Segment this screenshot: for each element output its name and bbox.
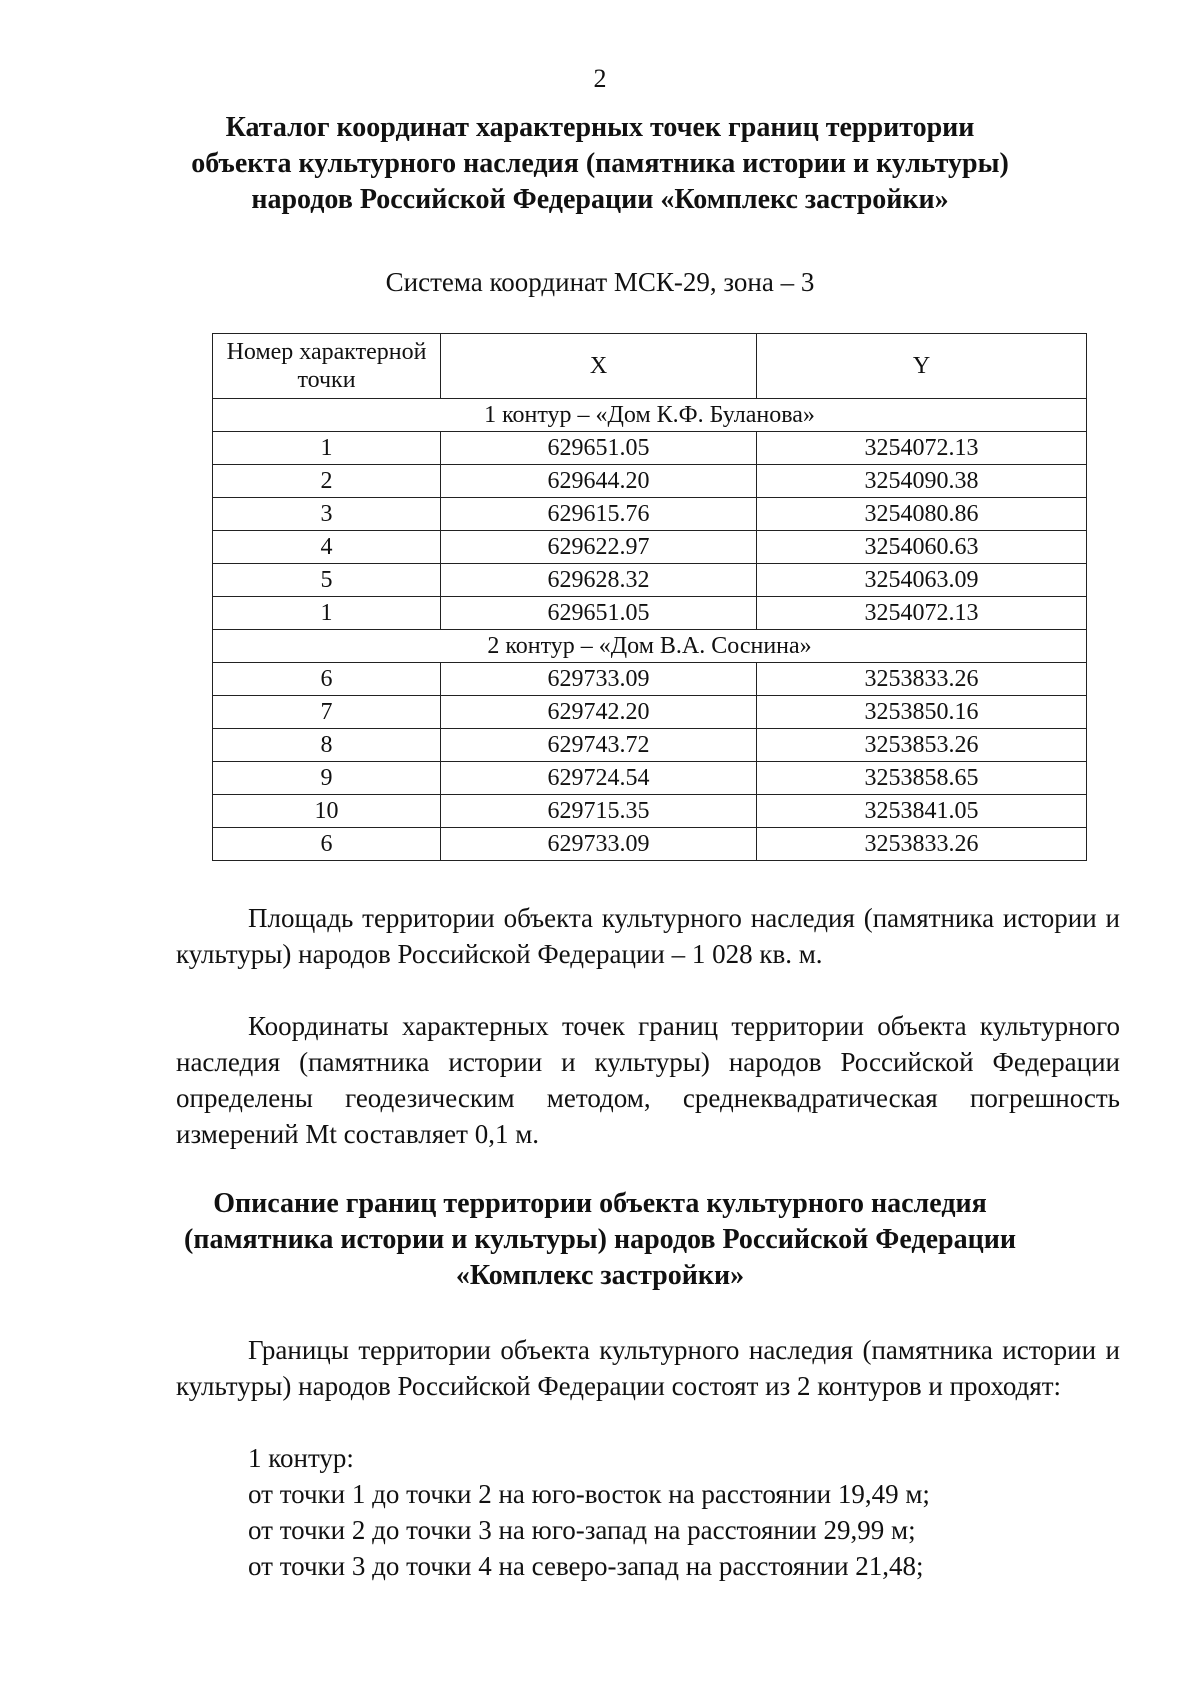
cell-x: 629743.72 [441, 729, 757, 762]
table-row [213, 564, 1087, 597]
contour-title: 1 контур – «Дом К.Ф. Буланова» [213, 399, 1087, 432]
coordinates-table [212, 333, 1087, 861]
cell-y: 3253853.26 [757, 729, 1087, 762]
table-row [213, 432, 1087, 465]
cell-point: 7 [213, 696, 441, 729]
cell-y: 3253833.26 [757, 663, 1087, 696]
border-segment: от точки 1 до точки 2 на юго-восток на расстоянии 19,49 м; [248, 1479, 930, 1509]
cell-x: 629651.05 [441, 432, 757, 465]
cell-point: 4 [213, 531, 441, 564]
table-row [213, 729, 1087, 762]
cell-point: 5 [213, 564, 441, 597]
table-header-row [213, 334, 1087, 399]
contour-title-row [213, 630, 1087, 663]
cell-y: 3253858.65 [757, 762, 1087, 795]
cell-point: 8 [213, 729, 441, 762]
cell-point: 3 [213, 498, 441, 531]
cell-x: 629615.76 [441, 498, 757, 531]
cell-y: 3253850.16 [757, 696, 1087, 729]
cell-x: 629724.54 [441, 762, 757, 795]
contour-title: 2 контур – «Дом В.А. Соснина» [213, 630, 1087, 663]
cell-y: 3254063.09 [757, 564, 1087, 597]
contour-title-row [213, 399, 1087, 432]
cell-x: 629715.35 [441, 795, 757, 828]
cell-point: 1 [213, 432, 441, 465]
cell-x: 629733.09 [441, 663, 757, 696]
catalog-title-line: объекта культурного наследия (памятника истории и культуры) [191, 148, 1009, 179]
table-row [213, 795, 1087, 828]
cell-point: 6 [213, 663, 441, 696]
table-row [213, 465, 1087, 498]
cell-point: 2 [213, 465, 441, 498]
header-point-number [213, 334, 441, 399]
cell-x: 629651.05 [441, 597, 757, 630]
description-title [0, 1186, 1200, 1294]
description-title-line: (памятника истории и культуры) народов Российской Федерации [184, 1224, 1016, 1255]
contour-label: 1 контур: [248, 1443, 354, 1473]
cell-y: 3253841.05 [757, 795, 1087, 828]
header-y: Y [757, 334, 1087, 399]
catalog-title-line: Каталог координат характерных точек границ территории [225, 112, 975, 143]
cell-x: 629644.20 [441, 465, 757, 498]
table-row [213, 597, 1087, 630]
cell-point: 9 [213, 762, 441, 795]
page-number: 2 [593, 64, 607, 93]
cell-point: 6 [213, 828, 441, 861]
cell-point: 10 [213, 795, 441, 828]
cell-y: 3254090.38 [757, 465, 1087, 498]
coordinate-system: Система координат МСК-29, зона – 3 [385, 267, 815, 297]
cell-y: 3254080.86 [757, 498, 1087, 531]
table-row [213, 663, 1087, 696]
table-row [213, 498, 1087, 531]
cell-y: 3254072.13 [757, 432, 1087, 465]
cell-y: 3254060.63 [757, 531, 1087, 564]
area-paragraph: Площадь территории объекта культурного наследия (памятника истории и культуры) народов Российской Федерации – 1 028 кв. м. [176, 903, 1120, 969]
cell-x: 629622.97 [441, 531, 757, 564]
catalog-title [0, 110, 1200, 218]
cell-y: 3253833.26 [757, 828, 1087, 861]
header-point-line: Номер характерной [226, 339, 427, 365]
cell-x: 629733.09 [441, 828, 757, 861]
border-segment: от точки 3 до точки 4 на северо-запад на расстоянии 21,48; [248, 1551, 924, 1581]
borders-paragraph: Границы территории объекта культурного наследия (памятника истории и культуры) народов Российской Федерации состоят из 2 контуров и проходят: [176, 1335, 1120, 1401]
table-row [213, 762, 1087, 795]
description-title-line: Описание границ территории объекта культурного наследия [213, 1188, 987, 1219]
cell-x: 629628.32 [441, 564, 757, 597]
header-x: X [441, 334, 757, 399]
catalog-title-line: народов Российской Федерации «Комплекс застройки» [251, 184, 949, 215]
border-segment: от точки 2 до точки 3 на юго-запад на расстоянии 29,99 м; [248, 1515, 916, 1545]
cell-y: 3254072.13 [757, 597, 1087, 630]
table-row [213, 531, 1087, 564]
cell-x: 629742.20 [441, 696, 757, 729]
table-row [213, 828, 1087, 861]
method-paragraph: Координаты характерных точек границ территории объекта культурного наследия (памятника истории и культуры) народов Российской Федерации определены геодезическим методом, среднеквадратическая погрешность измерений Mt составляет 0,1 м. [176, 1011, 1120, 1149]
table-row [213, 696, 1087, 729]
cell-point: 1 [213, 597, 441, 630]
header-point-line: точки [297, 367, 356, 393]
description-title-line: «Комплекс застройки» [455, 1260, 745, 1291]
